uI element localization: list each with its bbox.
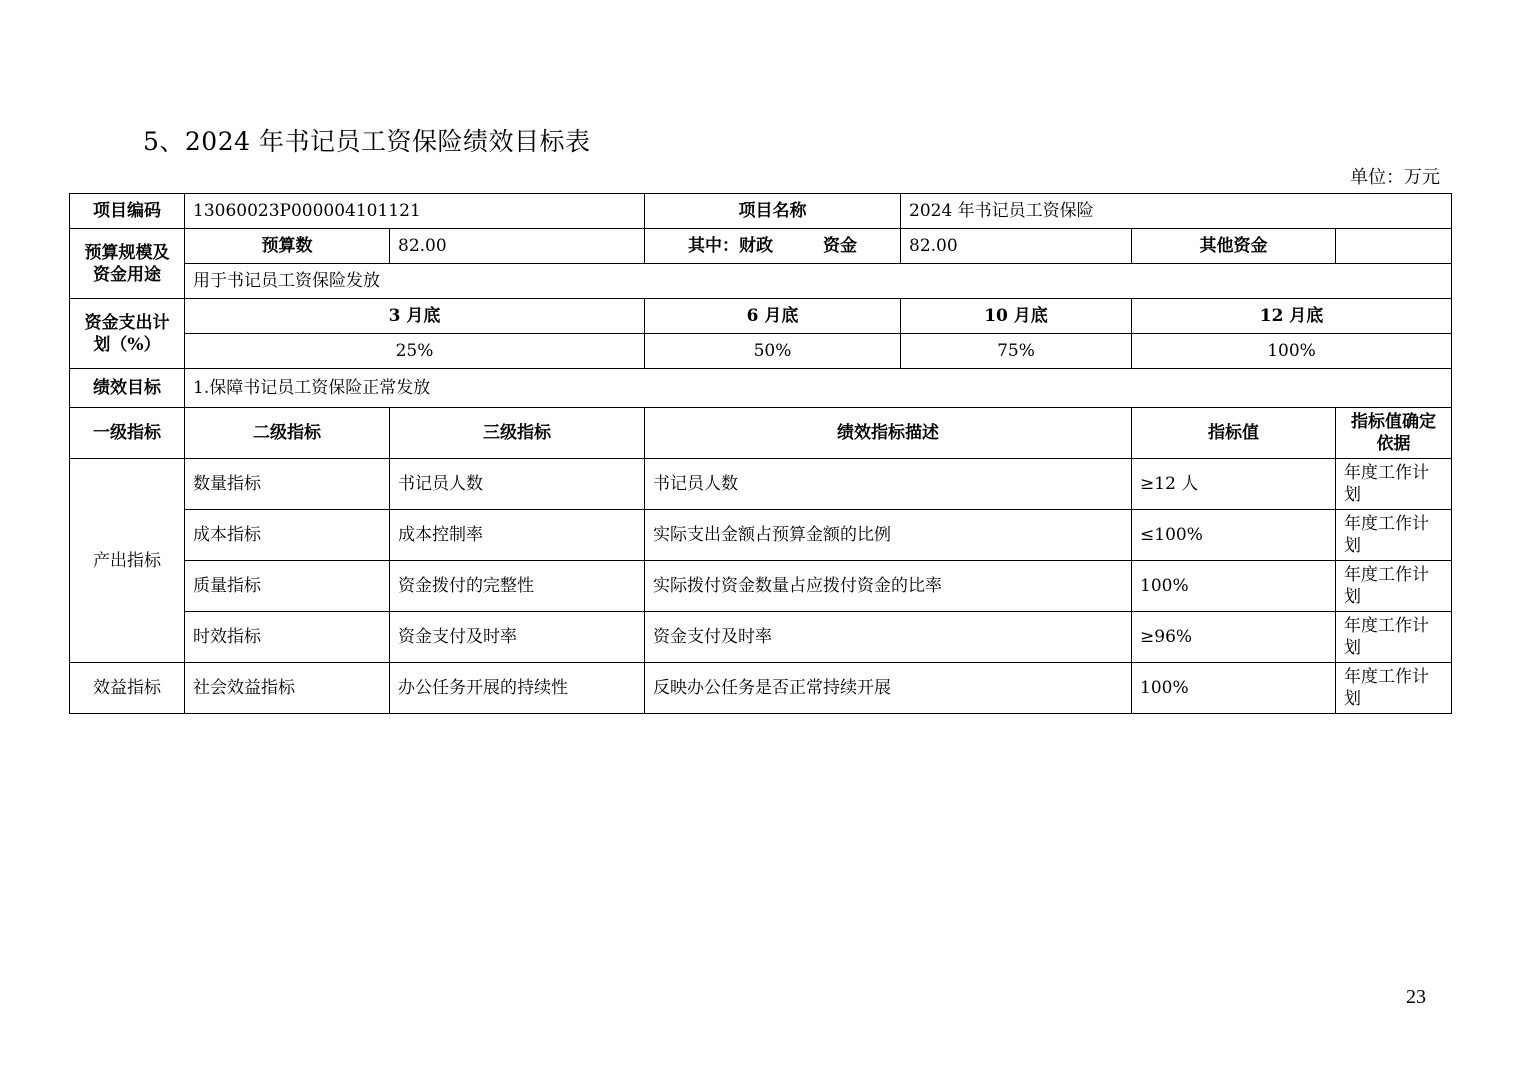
basis-cell: 年度工作计划 xyxy=(1336,663,1452,714)
benefit-level1: 效益指标 xyxy=(70,663,185,714)
goal-row xyxy=(70,369,1452,408)
level2-cell: 成本指标 xyxy=(185,510,390,561)
other-fund-label: 其他资金 xyxy=(1132,229,1336,264)
basis-cell: 年度工作计划 xyxy=(1336,612,1452,663)
project-name-value: 2024 年书记员工资保险 xyxy=(901,194,1452,229)
performance-target-table xyxy=(69,193,1452,714)
value-cell: ≥12 人 xyxy=(1132,459,1336,510)
indicator-header-row xyxy=(70,408,1452,459)
project-code-label: 项目编码 xyxy=(70,194,185,229)
table-row xyxy=(70,612,1452,663)
finance-fund-value: 82.00 xyxy=(901,229,1132,264)
plan-value-dec: 100% xyxy=(1132,334,1452,369)
plan-value-mar: 25% xyxy=(185,334,645,369)
description-cell: 反映办公任务是否正常持续开展 xyxy=(645,663,1132,714)
plan-label: 资金支出计划（%） xyxy=(70,299,185,369)
plan-value-oct: 75% xyxy=(901,334,1132,369)
finance-fund-label xyxy=(645,229,901,264)
budget-usage: 用于书记员工资保险发放 xyxy=(185,264,1452,299)
plan-value-row xyxy=(70,334,1452,369)
usage-row xyxy=(70,264,1452,299)
output-level1: 产出指标 xyxy=(70,459,185,663)
header-basis: 指标值确定依据 xyxy=(1336,408,1452,459)
plan-header-mar: 3 月底 xyxy=(185,299,645,334)
finance-label-a: 其中：财政 xyxy=(688,236,774,256)
page-title: 5、2024 年书记员工资保险绩效目标表 xyxy=(143,127,591,156)
finance-label-b: 资金 xyxy=(823,236,858,256)
budget-amount-value: 82.00 xyxy=(390,229,645,264)
plan-header-row xyxy=(70,299,1452,334)
level3-cell: 成本控制率 xyxy=(390,510,645,561)
basis-cell: 年度工作计划 xyxy=(1336,459,1452,510)
basis-cell: 年度工作计划 xyxy=(1336,561,1452,612)
level3-cell: 资金拨付的完整性 xyxy=(390,561,645,612)
value-cell: 100% xyxy=(1132,663,1336,714)
table-row xyxy=(70,459,1452,510)
budget-label: 预算规模及资金用途 xyxy=(70,229,185,299)
table-row xyxy=(70,510,1452,561)
value-cell: ≥96% xyxy=(1132,612,1336,663)
project-name-label: 项目名称 xyxy=(645,194,901,229)
level3-cell: 办公任务开展的持续性 xyxy=(390,663,645,714)
basis-cell: 年度工作计划 xyxy=(1336,510,1452,561)
plan-header-dec: 12 月底 xyxy=(1132,299,1452,334)
plan-header-jun: 6 月底 xyxy=(645,299,901,334)
plan-value-jun: 50% xyxy=(645,334,901,369)
header-value: 指标值 xyxy=(1132,408,1336,459)
budget-row xyxy=(70,229,1452,264)
budget-amount-label: 预算数 xyxy=(185,229,390,264)
level3-cell: 书记员人数 xyxy=(390,459,645,510)
level2-cell: 时效指标 xyxy=(185,612,390,663)
goal-label: 绩效目标 xyxy=(70,369,185,408)
header-level2: 二级指标 xyxy=(185,408,390,459)
level2-cell: 社会效益指标 xyxy=(185,663,390,714)
other-fund-value xyxy=(1336,229,1452,264)
level2-cell: 数量指标 xyxy=(185,459,390,510)
header-level3: 三级指标 xyxy=(390,408,645,459)
table-row xyxy=(70,663,1452,714)
project-row xyxy=(70,194,1452,229)
header-description: 绩效指标描述 xyxy=(645,408,1132,459)
description-cell: 资金支付及时率 xyxy=(645,612,1132,663)
value-cell: ≤100% xyxy=(1132,510,1336,561)
goal-text: 1.保障书记员工资保险正常发放 xyxy=(185,369,1452,408)
description-cell: 书记员人数 xyxy=(645,459,1132,510)
value-cell: 100% xyxy=(1132,561,1336,612)
level2-cell: 质量指标 xyxy=(185,561,390,612)
header-level1: 一级指标 xyxy=(70,408,185,459)
project-code-value: 13060023P000004101121 xyxy=(185,194,645,229)
description-cell: 实际拨付资金数量占应拨付资金的比率 xyxy=(645,561,1132,612)
table-row xyxy=(70,561,1452,612)
unit-label: 单位：万元 xyxy=(1350,167,1440,188)
description-cell: 实际支出金额占预算金额的比例 xyxy=(645,510,1132,561)
plan-header-oct: 10 月底 xyxy=(901,299,1132,334)
page-number: 23 xyxy=(1406,986,1426,1008)
level3-cell: 资金支付及时率 xyxy=(390,612,645,663)
